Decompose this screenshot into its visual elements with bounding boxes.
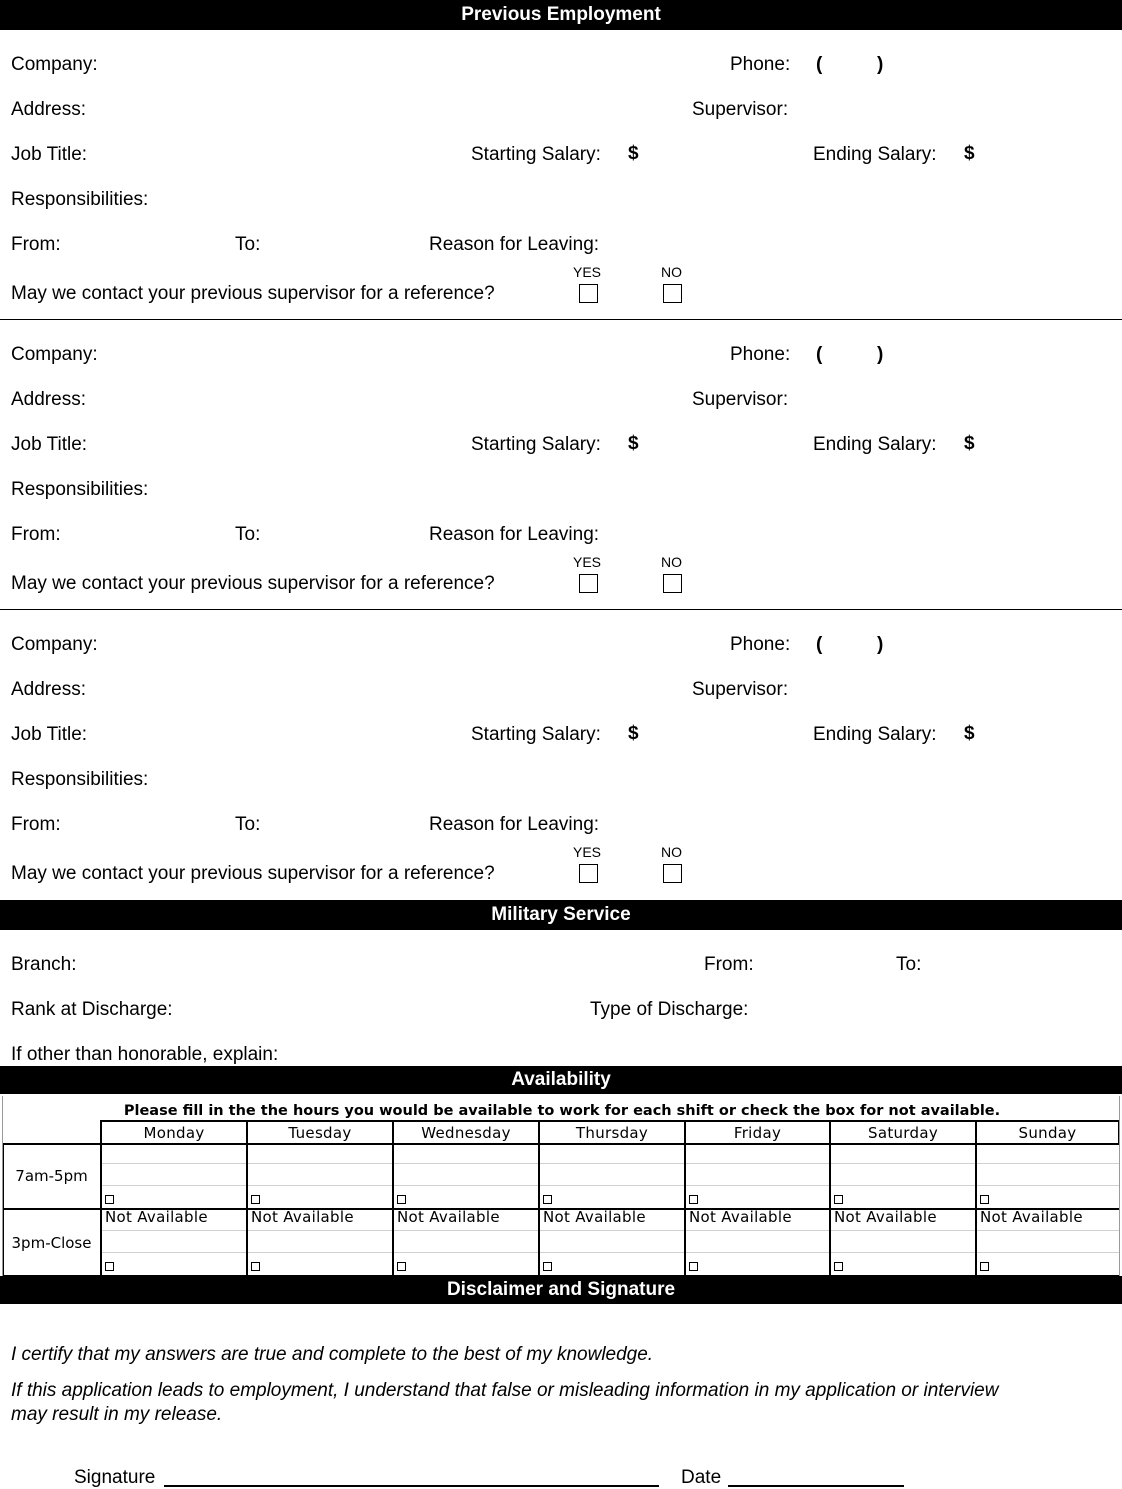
certify-text: I certify that my answers are true and complete to the best of my knowledge. [11, 1344, 654, 1365]
section-title: Military Service [491, 904, 631, 925]
not-available-label: Not Available [543, 1208, 646, 1226]
discharge-type-label: Type of Discharge: [590, 999, 749, 1020]
hours-input[interactable] [831, 1212, 973, 1252]
from-label: From: [11, 814, 61, 835]
reason-for-leaving-label: Reason for Leaving: [429, 814, 600, 835]
grid-line [829, 1120, 831, 1276]
day-label: Sunday [1018, 1124, 1077, 1142]
guide-line [394, 1252, 538, 1253]
day-header [684, 1120, 829, 1143]
ending-salary-label: Ending Salary: [813, 144, 937, 165]
day-header [392, 1120, 538, 1143]
availability-instructions: Please fill in the the hours you would be available to work for each shift or check the box for not available. [123, 1103, 1001, 1119]
section-header-availability [0, 1066, 1122, 1094]
not-available-option[interactable] [689, 1257, 792, 1276]
contact-yes-checkbox[interactable] [579, 574, 598, 593]
not-available-label: Not Available [980, 1208, 1083, 1226]
day-label: Monday [143, 1124, 205, 1142]
not-available-checkbox[interactable] [689, 1195, 698, 1204]
guide-line [248, 1185, 392, 1186]
hours-input[interactable] [686, 1212, 827, 1252]
ending-salary-label: Ending Salary: [813, 724, 937, 745]
responsibilities-label: Responsibilities: [11, 189, 149, 210]
hours-input[interactable] [394, 1212, 536, 1252]
day-header [829, 1120, 975, 1143]
company-label: Company: [11, 634, 98, 655]
contact-yes-checkbox[interactable] [579, 864, 598, 883]
phone-close-paren: ) [877, 344, 884, 365]
not-available-checkbox[interactable] [105, 1195, 114, 1204]
not-available-option[interactable] [105, 1257, 208, 1276]
no-label: NO [661, 554, 682, 570]
section-title: Availability [511, 1069, 611, 1090]
block-divider [0, 609, 1122, 610]
section-title: Previous Employment [461, 4, 661, 25]
company-label: Company: [11, 54, 98, 75]
hours-input[interactable] [977, 1145, 1118, 1185]
hours-input[interactable] [394, 1145, 536, 1185]
phone-close-paren: ) [877, 54, 884, 75]
not-available-checkbox[interactable] [834, 1195, 843, 1204]
company-label: Company: [11, 344, 98, 365]
grid-line [246, 1120, 248, 1276]
hours-input[interactable] [831, 1145, 973, 1185]
ending-salary-dollar: $ [964, 433, 975, 454]
phone-open-paren: ( [816, 344, 823, 365]
address-label: Address: [11, 389, 86, 410]
guide-line [394, 1185, 538, 1186]
not-available-option[interactable] [834, 1257, 937, 1276]
guide-line [686, 1252, 829, 1253]
hours-input[interactable] [248, 1212, 390, 1252]
reason-for-leaving-label: Reason for Leaving: [429, 524, 600, 545]
job-title-label: Job Title: [11, 724, 88, 745]
hours-input[interactable] [540, 1145, 682, 1185]
not-available-checkbox[interactable] [105, 1262, 114, 1271]
phone-open-paren: ( [816, 634, 823, 655]
guide-line [831, 1252, 975, 1253]
no-label: NO [661, 264, 682, 280]
grid-line [975, 1120, 977, 1276]
not-available-checkbox[interactable] [834, 1262, 843, 1271]
phone-close-paren: ) [877, 634, 884, 655]
from-label: From: [11, 524, 61, 545]
date-line[interactable] [728, 1485, 904, 1487]
grid-line [100, 1120, 102, 1276]
reason-for-leaving-label: Reason for Leaving: [429, 234, 600, 255]
military-to-label: To: [896, 954, 922, 975]
signature-line[interactable] [164, 1485, 659, 1487]
date-label: Date [681, 1467, 722, 1488]
not-available-checkbox[interactable] [543, 1195, 552, 1204]
day-label: Friday [733, 1124, 782, 1142]
branch-label: Branch: [11, 954, 77, 975]
responsibilities-label: Responsibilities: [11, 479, 149, 500]
guide-line [540, 1185, 684, 1186]
day-label: Saturday [868, 1124, 938, 1142]
responsibilities-label: Responsibilities: [11, 769, 149, 790]
contact-no-checkbox[interactable] [663, 284, 682, 303]
release-text-line1: If this application leads to employment, I understand that false or misleading information in my application or interview [11, 1380, 999, 1401]
ending-salary-dollar: $ [964, 143, 975, 164]
not-available-checkbox[interactable] [980, 1262, 989, 1271]
to-label: To: [235, 814, 261, 835]
guide-line [977, 1185, 1120, 1186]
guide-line [102, 1252, 246, 1253]
yes-label: YES [573, 554, 602, 570]
not-available-checkbox[interactable] [543, 1262, 552, 1271]
starting-salary-label: Starting Salary: [471, 144, 601, 165]
grid-line [3, 1143, 4, 1276]
not-available-label: Not Available [397, 1208, 500, 1226]
address-label: Address: [11, 679, 86, 700]
guide-line [831, 1185, 975, 1186]
shift-label: 3pm-Close [11, 1234, 92, 1252]
not-available-option[interactable] [251, 1257, 354, 1276]
availability-table [2, 1096, 1120, 1276]
guide-line [540, 1252, 684, 1253]
job-title-label: Job Title: [11, 144, 88, 165]
starting-salary-dollar: $ [628, 143, 639, 164]
rank-label: Rank at Discharge: [11, 999, 173, 1020]
not-available-checkbox[interactable] [251, 1262, 260, 1271]
from-label: From: [11, 234, 61, 255]
day-header [538, 1120, 684, 1143]
contact-question: May we contact your previous supervisor for a reference? [11, 573, 495, 594]
yes-label: YES [573, 264, 602, 280]
not-available-label: Not Available [251, 1208, 354, 1226]
starting-salary-label: Starting Salary: [471, 724, 601, 745]
contact-no-checkbox[interactable] [663, 864, 682, 883]
not-available-option[interactable] [397, 1257, 500, 1276]
grid-line [538, 1120, 540, 1276]
section-header-military-service [0, 900, 1122, 930]
starting-salary-dollar: $ [628, 433, 639, 454]
address-label: Address: [11, 99, 86, 120]
hours-input[interactable] [686, 1145, 827, 1185]
phone-label: Phone: [730, 344, 791, 365]
guide-line [102, 1185, 246, 1186]
day-label: Tuesday [288, 1124, 352, 1142]
ending-salary-dollar: $ [964, 723, 975, 744]
not-available-checkbox[interactable] [980, 1195, 989, 1204]
not-available-label: Not Available [834, 1208, 937, 1226]
supervisor-label: Supervisor: [692, 99, 789, 120]
phone-label: Phone: [730, 54, 791, 75]
job-title-label: Job Title: [11, 434, 88, 455]
not-available-checkbox[interactable] [397, 1195, 406, 1204]
day-label: Wednesday [421, 1124, 511, 1142]
not-available-label: Not Available [689, 1208, 792, 1226]
phone-label: Phone: [730, 634, 791, 655]
section-title: Disclaimer and Signature [446, 1279, 676, 1300]
hours-input[interactable] [102, 1212, 244, 1252]
military-from-label: From: [704, 954, 754, 975]
contact-no-checkbox[interactable] [663, 574, 682, 593]
starting-salary-dollar: $ [628, 723, 639, 744]
day-header [100, 1120, 246, 1143]
no-label: NO [661, 844, 682, 860]
hours-input[interactable] [102, 1145, 244, 1185]
contact-question: May we contact your previous supervisor for a reference? [11, 283, 495, 304]
day-header [246, 1120, 392, 1143]
not-available-option[interactable] [543, 1257, 646, 1276]
not-available-checkbox[interactable] [397, 1262, 406, 1271]
to-label: To: [235, 524, 261, 545]
hours-input[interactable] [540, 1212, 682, 1252]
not-available-checkbox[interactable] [251, 1195, 260, 1204]
section-header-previous-employment [0, 0, 1122, 30]
yes-label: YES [573, 844, 602, 860]
day-label: Thursday [575, 1124, 649, 1142]
guide-line [686, 1185, 829, 1186]
release-text-line2: may result in my release. [11, 1404, 223, 1425]
supervisor-label: Supervisor: [692, 389, 789, 410]
ending-salary-label: Ending Salary: [813, 434, 937, 455]
grid-line [392, 1120, 394, 1276]
guide-line [248, 1252, 392, 1253]
shift-label: 7am-5pm [15, 1167, 88, 1185]
guide-line [977, 1252, 1120, 1253]
explain-label: If other than honorable, explain: [11, 1044, 279, 1065]
contact-yes-checkbox[interactable] [579, 284, 598, 303]
supervisor-label: Supervisor: [692, 679, 789, 700]
not-available-checkbox[interactable] [689, 1262, 698, 1271]
section-header-disclaimer [0, 1276, 1122, 1304]
starting-salary-label: Starting Salary: [471, 434, 601, 455]
to-label: To: [235, 234, 261, 255]
hours-input[interactable] [977, 1212, 1118, 1252]
hours-input[interactable] [248, 1145, 390, 1185]
signature-label: Signature [74, 1467, 156, 1488]
grid-line [684, 1120, 686, 1276]
not-available-label: Not Available [105, 1208, 208, 1226]
block-divider [0, 319, 1122, 320]
phone-open-paren: ( [816, 54, 823, 75]
day-header [975, 1120, 1120, 1143]
contact-question: May we contact your previous supervisor for a reference? [11, 863, 495, 884]
not-available-option[interactable] [980, 1257, 1083, 1276]
